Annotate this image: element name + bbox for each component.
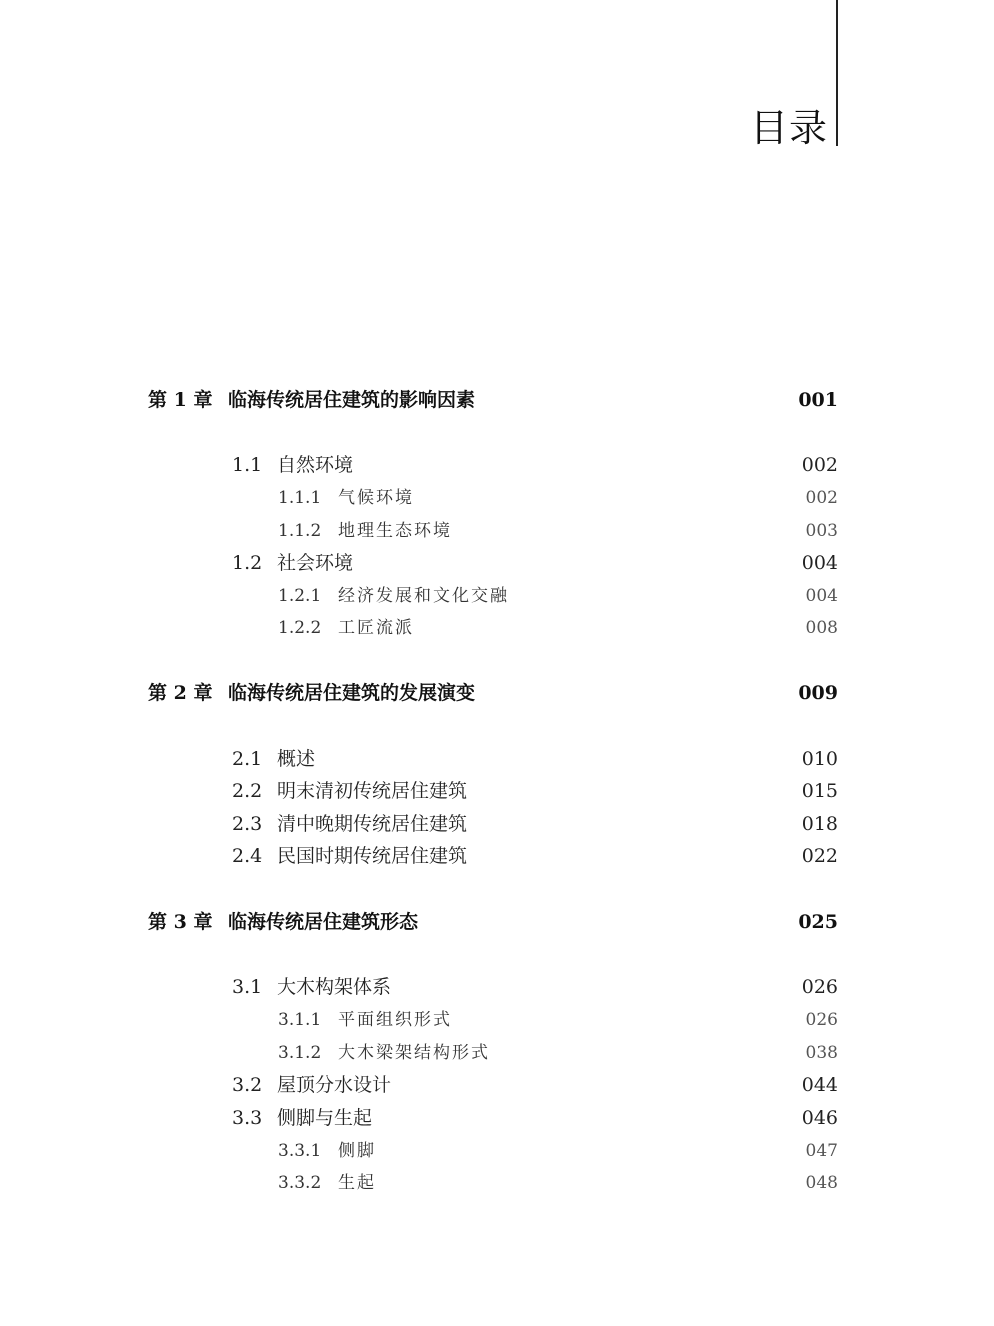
subsection-page: 008 (805, 618, 838, 638)
section-page: 010 (801, 748, 838, 770)
toc-section-1-2[interactable] (0, 548, 994, 578)
subsection-title: 气候环境 (338, 488, 414, 508)
subsection-number: 3.1.1 (278, 1010, 322, 1030)
section-number: 1.2 (232, 552, 263, 574)
chapter-label: 第 3 章 (148, 911, 213, 933)
section-title: 屋顶分水设计 (277, 1074, 392, 1096)
section-number: 3.3 (232, 1107, 263, 1129)
toc-subsection-3-3-1[interactable] (0, 1136, 994, 1166)
subsection-number: 3.3.1 (278, 1141, 322, 1161)
subsection-page: 002 (805, 488, 838, 508)
section-page: 046 (801, 1107, 838, 1129)
subsection-title: 地理生态环境 (338, 521, 452, 541)
toc-subsection-3-1-1[interactable] (0, 1005, 994, 1035)
toc-section-1-1[interactable] (0, 450, 994, 480)
toc-section-3-3[interactable] (0, 1103, 994, 1133)
section-title: 大木构架体系 (277, 976, 392, 998)
subsection-page: 004 (805, 586, 838, 606)
section-title: 清中晚期传统居住建筑 (277, 813, 468, 835)
toc-section-2-4[interactable] (0, 841, 994, 871)
subsection-title: 侧脚 (338, 1141, 376, 1161)
section-number: 2.3 (232, 813, 263, 835)
subsection-page: 047 (805, 1141, 838, 1161)
subsection-title: 经济发展和文化交融 (338, 586, 509, 606)
section-number: 2.4 (232, 845, 263, 867)
subsection-number: 1.2.2 (278, 618, 322, 638)
toc-subsection-3-3-2[interactable] (0, 1168, 994, 1198)
subsection-title: 生起 (338, 1173, 376, 1193)
section-number: 1.1 (232, 454, 263, 476)
page-title: 目录 (749, 106, 828, 150)
section-page: 022 (801, 845, 838, 867)
subsection-page: 026 (805, 1010, 838, 1030)
chapter-title: 临海传统居住建筑形态 (228, 911, 419, 933)
toc-section-2-2[interactable] (0, 776, 994, 806)
section-title: 概述 (277, 748, 316, 770)
subsection-title: 工匠流派 (338, 618, 414, 638)
section-page: 044 (801, 1074, 838, 1096)
chapter-page: 001 (798, 389, 838, 411)
toc-subsection-3-1-2[interactable] (0, 1038, 994, 1068)
header-rule (836, 0, 838, 146)
toc-subsection-1-1-2[interactable] (0, 516, 994, 546)
section-page: 026 (801, 976, 838, 998)
chapter-label: 第 1 章 (148, 389, 213, 411)
chapter-title: 临海传统居住建筑的发展演变 (228, 682, 476, 704)
toc-section-3-2[interactable] (0, 1070, 994, 1100)
subsection-number: 3.1.2 (278, 1043, 322, 1063)
section-number: 3.1 (232, 976, 263, 998)
chapter-title: 临海传统居住建筑的影响因素 (228, 389, 476, 411)
subsection-title: 平面组织形式 (338, 1010, 452, 1030)
section-number: 3.2 (232, 1074, 263, 1096)
subsection-number: 1.2.1 (278, 586, 322, 606)
toc-chapter-1[interactable] (0, 385, 994, 415)
subsection-page: 038 (805, 1043, 838, 1063)
section-number: 2.2 (232, 780, 263, 802)
toc-chapter-2[interactable] (0, 678, 994, 708)
toc-section-3-1[interactable] (0, 972, 994, 1002)
subsection-page: 003 (805, 521, 838, 541)
chapter-page: 025 (798, 911, 838, 933)
section-page: 018 (801, 813, 838, 835)
subsection-number: 1.1.1 (278, 488, 322, 508)
toc-subsection-1-1-1[interactable] (0, 483, 994, 513)
section-page: 015 (801, 780, 838, 802)
section-page: 002 (801, 454, 838, 476)
chapter-label: 第 2 章 (148, 682, 213, 704)
chapter-page: 009 (798, 682, 838, 704)
subsection-title: 大木梁架结构形式 (338, 1043, 490, 1063)
section-number: 2.1 (232, 748, 263, 770)
subsection-number: 3.3.2 (278, 1173, 322, 1193)
toc-section-2-1[interactable] (0, 744, 994, 774)
toc-section-2-3[interactable] (0, 809, 994, 839)
section-title: 自然环境 (277, 454, 354, 476)
toc-chapter-3[interactable] (0, 907, 994, 937)
toc-subsection-1-2-2[interactable] (0, 613, 994, 643)
subsection-number: 1.1.2 (278, 521, 322, 541)
section-page: 004 (801, 552, 838, 574)
section-title: 社会环境 (277, 552, 354, 574)
section-title: 明末清初传统居住建筑 (277, 780, 468, 802)
section-title: 侧脚与生起 (277, 1107, 373, 1129)
toc-subsection-1-2-1[interactable] (0, 581, 994, 611)
subsection-page: 048 (805, 1173, 838, 1193)
section-title: 民国时期传统居住建筑 (277, 845, 468, 867)
